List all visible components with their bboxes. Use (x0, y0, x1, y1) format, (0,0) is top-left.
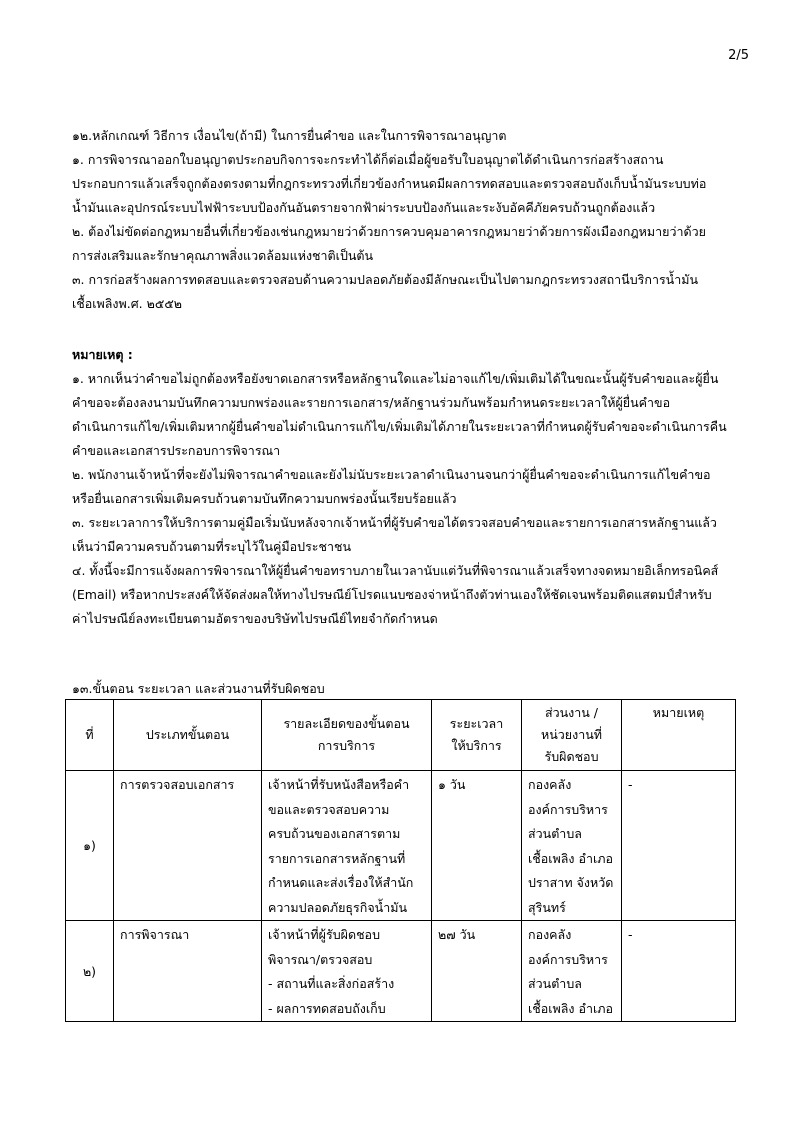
row-agency-line: กองคลัง (528, 777, 572, 792)
criteria-line: น้ำมันและอุปกรณ์ระบบไฟฟ้าระบบป้องกันอันตรายจากฟ้าผ่าระบบป้องกันและระงับอัคคีภัยครบถ้วนถูกต้องแล้ว (72, 200, 656, 215)
header-detail-line: การบริการ (317, 738, 376, 753)
row-detail-line: - สถานที่และสิ่งก่อสร้าง (268, 976, 395, 991)
criteria-line: ประกอบการแล้วเสร็จถูกต้องตรงตามที่กฎกระทรวงที่เกี่ยวข้องกำหนดมีผลการทดสอบและตรวจสอบถังเก็บน้ำมันระบบท่อ (72, 176, 707, 191)
criteria-line: เชื้อเพลิงพ.ศ. ๒๕๕๒ (72, 296, 183, 311)
row-agency-line: ปราสาท จังหวัด (528, 875, 614, 890)
row-type: การตรวจสอบเอกสาร (114, 771, 262, 921)
row-note: - (622, 921, 736, 1022)
row-agency (522, 921, 622, 1022)
row-detail-line: เจ้าหน้าที่ผู้รับผิดชอบ (268, 927, 380, 942)
row-detail-line: เจ้าหน้าที่รับหนังสือหรือคำ (268, 777, 410, 792)
row-time: ๒๗ วัน (432, 921, 522, 1022)
header-agency-line: ส่วนงาน / (544, 705, 599, 720)
row-detail-line: พิจารณา/ตรวจสอบ (268, 951, 373, 967)
row-agency-line: องค์การบริหาร (528, 801, 608, 817)
header-agency (522, 700, 622, 771)
row-detail-line: ขอและตรวจสอบความ (268, 801, 390, 817)
remarks-line: ๒. พนักงานเจ้าหน้าที่จะยังไม่พิจารณาคำขอและยังไม่นับระยะเวลาดำเนินงานจนกว่าผู้ยื่นคำขอจะดำเนินการแก้ไขคำขอ (72, 467, 711, 482)
criteria-line: ๓. การก่อสร้างผลการทดสอบและตรวจสอบด้านความปลอดภัยต้องมีลักษณะเป็นไปตามกฎกระทรวงสถานีบริการน้ำมัน (72, 272, 699, 287)
remarks-line: คำขอจะต้องลงนามบันทึกความบกพร่องและรายการเอกสาร/หลักฐานร่วมกันพร้อมกำหนดระยะเวลาให้ผู้ยื่นคำขอ (72, 395, 671, 410)
header-time-line: ให้บริการ (451, 738, 502, 753)
criteria-heading: ๑๒.หลักเกณฑ์ วิธีการ เงื่อนไข(ถ้ามี) ในการยื่นคำขอ และในการพิจารณาอนุญาต (72, 128, 507, 143)
page-number: 2/5 (728, 48, 749, 63)
remarks-line: คำขอและเอกสารประกอบการพิจารณา (72, 443, 281, 458)
row-detail-line: ครบถ้วนของเอกสารตาม (268, 826, 401, 841)
row-agency-line: กองคลัง (528, 927, 572, 942)
row-detail-line: กำหนดและส่งเรื่องให้สำนัก (268, 875, 414, 890)
row-num: ๒) (66, 921, 114, 1022)
remarks-line: เห็นว่ามีความครบถ้วนตามที่ระบุไว้ในคู่มือประชาชน (72, 539, 352, 554)
remarks-line: ๑. หากเห็นว่าคำขอไม่ถูกต้องหรือยังขาดเอกสารหรือหลักฐานใดและไม่อาจแก้ไข/เพิ่มเติมได้ในขณะนั้นผู้รับคำขอและผู้ยื่น (72, 371, 719, 386)
remarks-line: ค่าไปรษณีย์ลงทะเบียนตามอัตราของบริษัทไปรษณีย์ไทยจำกัดกำหนด (72, 611, 438, 626)
row-note: - (622, 771, 736, 921)
row-agency-line: ส่วนตำบล (528, 826, 582, 841)
row-agency-line: องค์การบริหาร (528, 951, 608, 967)
steps-title: ๑๓.ขั้นตอน ระยะเวลา และส่วนงานที่รับผิดชอบ (72, 681, 325, 696)
row-detail-line: ความปลอดภัยธุรกิจน้ำมัน (268, 899, 408, 915)
remarks-heading: หมายเหตุ : (72, 347, 133, 362)
row-agency (522, 771, 622, 921)
criteria-line: ๑. การพิจารณาออกใบอนุญาตประกอบกิจการจะกระทำได้ก็ต่อเมื่อผู้ขอรับใบอนุญาตได้ดำเนินการก่อสร้างสถาน (72, 152, 664, 167)
header-detail-line: รายละเอียดของขั้นตอน (283, 716, 410, 731)
header-num: ที่ (66, 700, 114, 771)
row-time: ๑ วัน (432, 771, 522, 921)
row-type: การพิจารณา (114, 921, 262, 1022)
header-agency-line: รับผิดชอบ (544, 749, 599, 764)
header-agency-line: หน่วยงานที่ (540, 727, 603, 742)
row-agency-line: สุรินทร์ (528, 899, 566, 915)
row-num: ๑) (66, 771, 114, 921)
header-type: ประเภทขั้นตอน (114, 700, 262, 771)
row-detail-line: รายการเอกสารหลักฐานที่ (268, 850, 406, 866)
criteria-section (72, 124, 762, 316)
row-detail (262, 921, 432, 1022)
criteria-line: การส่งเสริมและรักษาคุณภาพสิ่งแวดล้อมแห่งชาติเป็นต้น (72, 248, 374, 263)
remarks-section (72, 343, 762, 631)
remarks-line: หรือยื่นเอกสารเพิ่มเติมครบถ้วนตามบันทึกความบกพร่องนั้นเรียบร้อยแล้ว (72, 491, 457, 506)
criteria-line: ๒. ต้องไม่ขัดต่อกฎหมายอื่นที่เกี่ยวข้องเช่นกฎหมายว่าด้วยการควบคุมอาคารกฎหมายว่าด้วยการผังเมืองกฎหมายว่าด้วย (72, 224, 706, 239)
header-note: หมายเหตุ (622, 700, 736, 771)
row-agency-line: เชื้อเพลิง อำเภอ (528, 1000, 614, 1016)
header-time-line: ระยะเวลา (449, 716, 504, 731)
table-row (66, 771, 736, 921)
steps-table (65, 699, 736, 1022)
table-row (66, 921, 736, 1022)
remarks-line: ๓. ระยะเวลาการให้บริการตามคู่มือเริ่มนับหลังจากเจ้าหน้าที่ผู้รับคำขอได้ตรวจสอบคำขอและรายการเอกสารหลักฐานแล้ว (72, 515, 717, 530)
remarks-line: (Email) หรือหากประสงค์ให้จัดส่งผลให้ทางไปรษณีย์โปรดแนบซองจ่าหน้าถึงตัวท่านเองให้ชัดเจนพร้อมติดแสตมป์สำหรับ (72, 587, 712, 602)
remarks-line: ๔. ทั้งนี้จะมีการแจ้งผลการพิจารณาให้ผู้ยื่นคำขอทราบภายในเวลานับแต่วันที่พิจารณาแล้วเสร็จทางจดหมายอิเล็กทรอนิคส์ (72, 563, 719, 578)
row-detail (262, 771, 432, 921)
header-time (432, 700, 522, 771)
remarks-line: ดำเนินการแก้ไข/เพิ่มเติมหากผู้ยื่นคำขอไม่ดำเนินการแก้ไข/เพิ่มเติมได้ภายในระยะเวลาที่กำหนดผู้รับคำขอจะดำเนินการคืน (72, 419, 727, 434)
row-agency-line: เชื้อเพลิง อำเภอ (528, 850, 614, 866)
row-detail-line: - ผลการทดสอบถังเก็บ (268, 1000, 386, 1016)
header-detail (262, 700, 432, 771)
row-agency-line: ส่วนตำบล (528, 976, 582, 991)
table-header-row (66, 700, 736, 771)
